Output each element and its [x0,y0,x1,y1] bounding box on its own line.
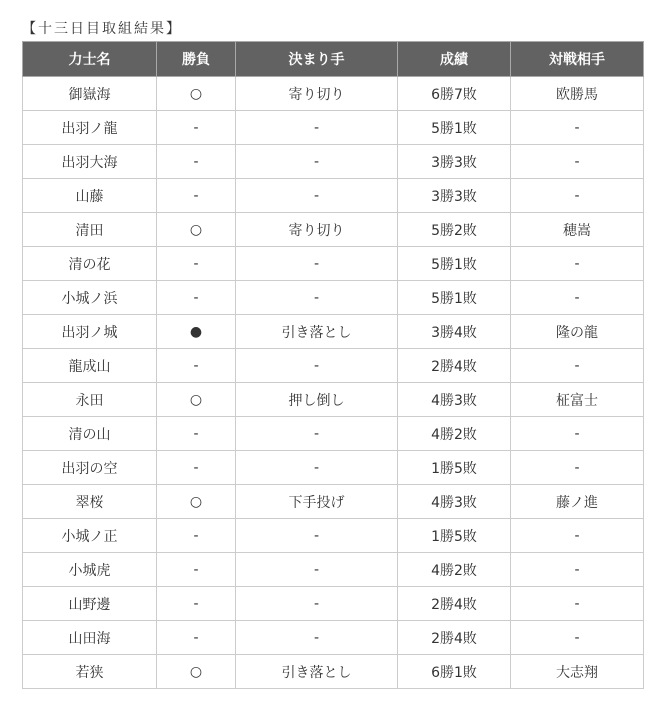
header-result: 勝負 [157,42,236,77]
table-row [23,587,644,621]
technique: - [236,349,398,383]
header-opponent: 対戦相手 [511,42,644,77]
result-mark: ○ [157,485,236,519]
result-mark: ○ [157,77,236,111]
table-row [23,213,644,247]
technique: 引き落とし [236,315,398,349]
technique: - [236,145,398,179]
record: 4勝2敗 [398,553,511,587]
record: 5勝1敗 [398,111,511,145]
result-mark: - [157,621,236,655]
technique: - [236,281,398,315]
wrestler-name: 山田海 [23,621,157,655]
opponent: - [511,451,644,485]
header-wrestler: 力士名 [23,42,157,77]
technique: 押し倒し [236,383,398,417]
wrestler-name: 山野邊 [23,587,157,621]
table-row [23,77,644,111]
technique: - [236,111,398,145]
result-mark: - [157,553,236,587]
result-mark: - [157,145,236,179]
table-row [23,247,644,281]
technique: 寄り切り [236,213,398,247]
wrestler-name: 若狭 [23,655,157,689]
record: 6勝1敗 [398,655,511,689]
opponent: - [511,281,644,315]
table-row [23,417,644,451]
header-technique: 決まり手 [236,42,398,77]
result-mark: - [157,247,236,281]
table-row [23,281,644,315]
opponent: 藤ノ進 [511,485,644,519]
wrestler-name: 御嶽海 [23,77,157,111]
technique: - [236,553,398,587]
opponent: - [511,111,644,145]
wrestler-name: 清の山 [23,417,157,451]
opponent: - [511,417,644,451]
record: 5勝1敗 [398,281,511,315]
result-mark: - [157,519,236,553]
table-row [23,315,644,349]
technique: 寄り切り [236,77,398,111]
opponent: - [511,349,644,383]
opponent: - [511,553,644,587]
result-mark: - [157,451,236,485]
table-row [23,145,644,179]
technique: 引き落とし [236,655,398,689]
result-mark: - [157,281,236,315]
technique: - [236,417,398,451]
technique: - [236,519,398,553]
table-row [23,383,644,417]
wrestler-name: 小城ノ正 [23,519,157,553]
result-mark: ○ [157,655,236,689]
technique: - [236,247,398,281]
technique: - [236,621,398,655]
technique: 下手投げ [236,485,398,519]
result-mark: - [157,587,236,621]
record: 2勝4敗 [398,587,511,621]
opponent: - [511,179,644,213]
opponent: 穂嵩 [511,213,644,247]
results-table [22,41,644,689]
result-mark: - [157,349,236,383]
record: 5勝2敗 [398,213,511,247]
opponent: 欧勝馬 [511,77,644,111]
wrestler-name: 小城ノ浜 [23,281,157,315]
result-mark: ○ [157,383,236,417]
opponent: - [511,247,644,281]
record: 4勝2敗 [398,417,511,451]
opponent: - [511,519,644,553]
wrestler-name: 山藤 [23,179,157,213]
record: 2勝4敗 [398,349,511,383]
wrestler-name: 永田 [23,383,157,417]
result-mark: ● [157,315,236,349]
wrestler-name: 翠桜 [23,485,157,519]
wrestler-name: 出羽ノ龍 [23,111,157,145]
table-row [23,621,644,655]
wrestler-name: 出羽ノ城 [23,315,157,349]
wrestler-name: 清の花 [23,247,157,281]
record: 2勝4敗 [398,621,511,655]
table-row [23,349,644,383]
record: 5勝1敗 [398,247,511,281]
technique: - [236,451,398,485]
record: 1勝5敗 [398,519,511,553]
result-mark: - [157,179,236,213]
result-mark: ○ [157,213,236,247]
table-row [23,485,644,519]
table-row [23,451,644,485]
record: 3勝3敗 [398,145,511,179]
wrestler-name: 出羽の空 [23,451,157,485]
record: 3勝4敗 [398,315,511,349]
table-row [23,519,644,553]
opponent: 大志翔 [511,655,644,689]
table-header-row [23,42,644,77]
result-mark: - [157,111,236,145]
opponent: 隆の龍 [511,315,644,349]
opponent: 柾富士 [511,383,644,417]
opponent: - [511,621,644,655]
record: 3勝3敗 [398,179,511,213]
technique: - [236,179,398,213]
opponent: - [511,145,644,179]
record: 1勝5敗 [398,451,511,485]
technique: - [236,587,398,621]
wrestler-name: 出羽大海 [23,145,157,179]
record: 4勝3敗 [398,383,511,417]
record: 6勝7敗 [398,77,511,111]
opponent: - [511,587,644,621]
table-row [23,553,644,587]
wrestler-name: 小城虎 [23,553,157,587]
table-row [23,655,644,689]
result-mark: - [157,417,236,451]
wrestler-name: 清田 [23,213,157,247]
header-record: 成績 [398,42,511,77]
results-body [23,77,644,689]
page-caption: 【十三日目取組結果】 [22,21,182,37]
table-row [23,179,644,213]
wrestler-name: 龍成山 [23,349,157,383]
record: 4勝3敗 [398,485,511,519]
table-row [23,111,644,145]
